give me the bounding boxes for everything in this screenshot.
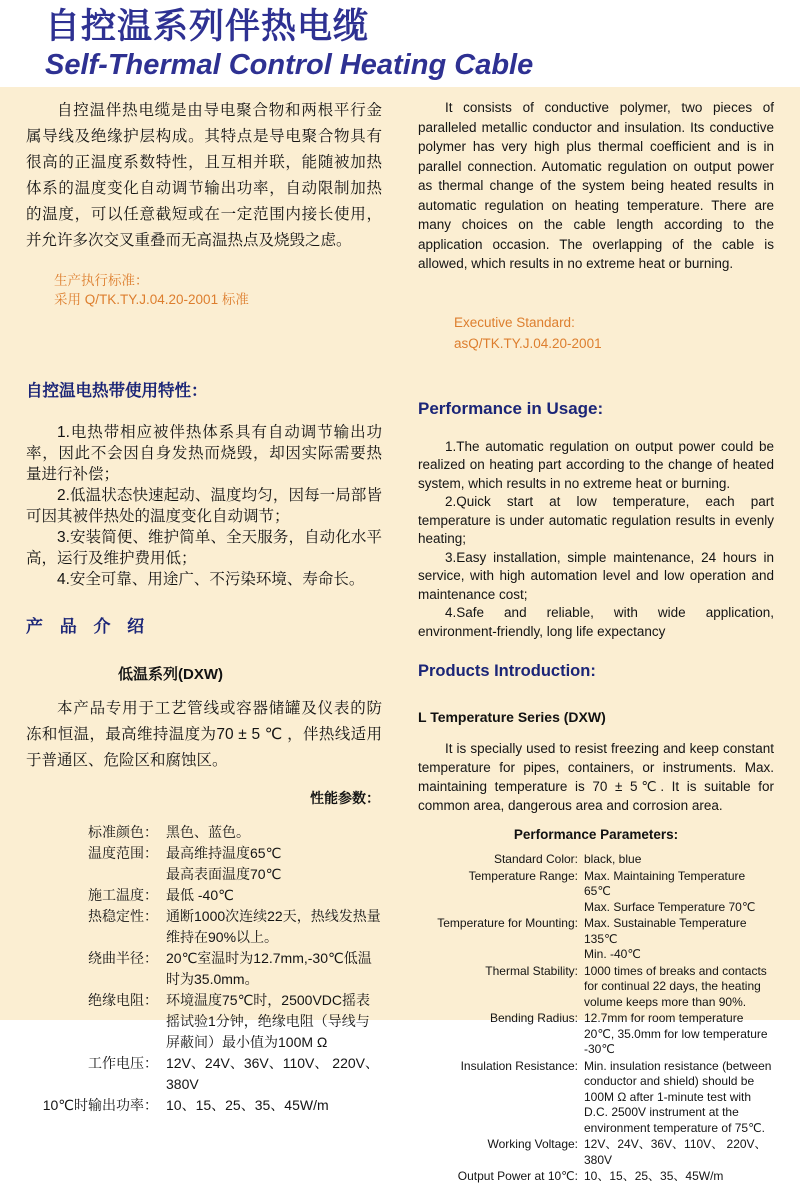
page-title-english: Self-Thermal Control Heating Cable [45,49,534,81]
param-label: 10℃时输出功率： [42,1097,158,1114]
usage-heading-zh: 自控温电热带使用特性： [26,382,208,400]
param-value: 环境温度75℃时，2500VDC摇表摇试验1分钟，绝缘电阻（导线与屏蔽间）最小值为100M Ω [166,992,370,1051]
param-value: 最低 -40℃ [166,887,234,904]
params-table-en [418,852,774,1186]
standard-label-en: Executive Standard: [454,314,575,330]
standard-value-zh: 采用 Q/TK.TY.J.04.20-2001 标准 [54,292,249,307]
param-label: 标准颜色： [88,824,158,841]
usage-item: 3.Easy installation, simple maintenance, 24 hours in service, with high automation level and low operation and maintenance cost; [418,549,774,602]
page-title-chinese: 自控温系列伴热电缆 [45,7,370,46]
param-label: Temperature Range: [468,868,578,883]
param-label: Standard Color: [493,852,578,867]
executive-standard-en [454,312,774,354]
param-label: 温度范围： [88,845,158,862]
intro-paragraph-zh: 自控温伴热电缆是由导电聚合物和两根平行金属导线及绝缘护层构成。其特点是导电聚合物具有很高的正温度系数特性，且互相并联，能随被加热体系的温度变化自动调节输出功率，自动限制加热的温度，可以任意截短或在一定范围内接长使用，并允许多次交叉重叠而无高温热点及烧毁之虑。 [26,102,382,249]
param-value: 1000 times of breaks and contacts for continual 22 days, the heating volume keeps more than 90%. [584,963,767,1009]
usage-list-zh [26,422,382,590]
param-value: 最高维持温度65℃ 最高表面温度70℃ [166,845,282,883]
standard-label-zh: 生产执行标准： [54,273,149,288]
param-value: Max. Maintaining Temperature 65℃ Max. Surface Temperature 70℃ [584,868,756,914]
param-label: 绕曲半径： [88,950,158,967]
series-title-en: L Temperature Series (DXW) [418,709,606,726]
param-label: 工作电压： [88,1055,158,1072]
intro-paragraph-en: It consists of conductive polymer, two pieces of paralleled metallic conductor and insulation. Its conductive polymer has very high plus thermal coefficient and is in parallel connection. Automatic regulation on output power as thermal change of the system being heated results in automatic regulation on heating temperature. There are many choices on the cable length according to the application occasion. The overlapping of the cable is allowed, which results in no extreme heat or burning. [418,100,774,271]
params-heading-en: Performance Parameters: [513,827,679,843]
param-label: Bending Radius: [489,1011,578,1026]
usage-item: 2.低温状态快速起动、温度均匀，因每一局部皆可因其被伴热处的温度变化自动调节； [26,486,382,525]
param-value: 10、15、25、35、45W/m [166,1097,329,1114]
usage-list-en [418,438,774,642]
usage-item: 1.The automatic regulation on output power could be realized on heating part according to the change of heated system, which results in no extreme heat or burning. [418,438,774,491]
params-heading-zh: 性能参数： [310,790,380,807]
usage-item: 2.Quick start at low temperature, each part temperature is under automatic regulation results in evenly heating; [418,494,774,547]
param-value: 黑色、蓝色。 [166,824,250,841]
executive-standard-zh [54,271,382,309]
param-value: black, blue [584,852,642,867]
param-value: Max. Sustainable Temperature 135℃ Min. -40℃ [584,916,747,962]
series-text-en: It is specially used to resist freezing and keep constant temperature for pipes, containers, or instruments. Max. maintaining temperature is 70 ± 5℃. It is suitable for common area, dangerous area and corrosion area. [418,741,774,814]
usage-heading-en: Performance in Usage: [418,398,604,418]
page-header [0,0,800,87]
param-label: Thermal Stability: [485,963,578,978]
param-label: 绝缘电阻： [88,992,158,1009]
param-label: 施工温度： [88,887,158,904]
series-text-zh: 本产品专用于工艺管线或容器储罐及仪表的防冻和恒温，最高维持温度为70 ± 5 ℃ ，伴热线适用于普通区、危险区和腐蚀区。 [26,700,382,770]
usage-item: 1.电热带相应被伴热体系具有自动调节输出功率，因此不会因自身发热而烧毁，却因实际需要热量进行补偿； [26,423,382,483]
param-label: Output Power at 10℃: [457,1169,578,1184]
param-label: Working Voltage: [487,1137,578,1152]
param-value: 12V、24V、36V、110V、 220V、380V [166,1055,379,1093]
english-column [418,98,774,1184]
products-heading-zh: 产 品 介 绍 [26,616,151,636]
param-label: 热稳定性： [88,908,158,925]
usage-item: 4.Safe and reliable, with wide application, environment-friendly, long life expectancy [418,605,774,639]
param-value: 20℃室温时为12.7mm,-30℃低温时为35.0mm。 [166,950,372,988]
param-value: 10、15、25、35、45W/m [584,1169,724,1184]
chinese-column [26,98,382,1114]
series-title-zh: 低温系列(DXW) [118,666,223,684]
content-area [0,87,800,1184]
param-value: 通断1000次连续22天，热线发热量维持在90%以上。 [166,908,381,946]
param-value: 12V、24V、36V、110V、 220V、380V [584,1137,767,1167]
param-value: Min. insulation resistance (between conductor and shield) should be 100M Ω after 1-minute test with D.C. 2500V instrument at the environment temperature of 75℃. [584,1058,772,1135]
param-label: Insulation Resistance: [460,1058,578,1073]
usage-item: 4.安全可靠、用途广、不污染环境、寿命长。 [57,570,365,588]
usage-item: 3.安装简便、维护简单、全天服务，自动化水平高，运行及维护费用低； [26,528,382,567]
standard-value-en: asQ/TK.TY.J.04.20-2001 [454,335,602,351]
param-label: Temperature for Mounting: [437,916,578,931]
param-value: 12.7mm for room temperature 20℃, 35.0mm for low temperature -30℃ [584,1011,768,1057]
params-table-zh [26,822,382,1116]
products-heading-en: Products Introduction: [418,662,596,681]
